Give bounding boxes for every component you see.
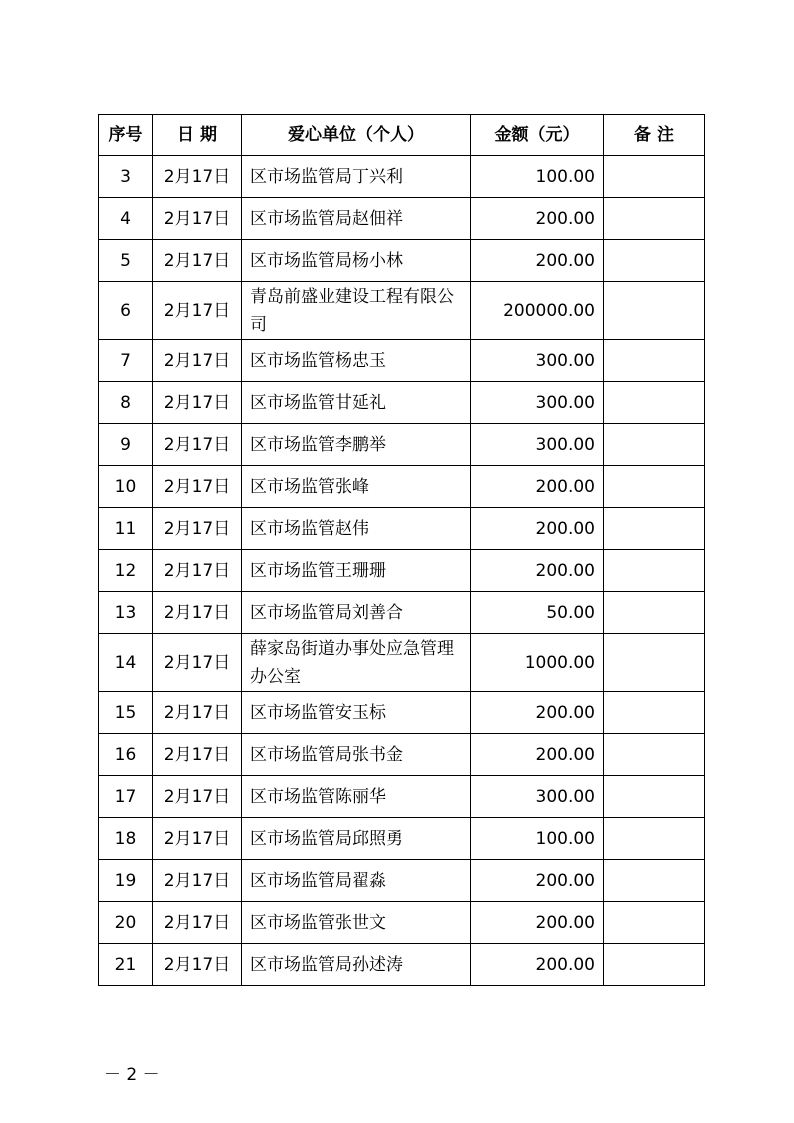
row-amount: 200000.00 [471, 282, 604, 340]
row-note [604, 382, 705, 424]
row-number: 4 [99, 198, 153, 240]
row-note [604, 550, 705, 592]
table-row [99, 734, 705, 776]
row-note [604, 508, 705, 550]
row-number: 13 [99, 592, 153, 634]
row-note [604, 198, 705, 240]
row-date: 2月17日 [153, 508, 242, 550]
row-date: 2月17日 [153, 634, 242, 692]
row-donor: 区市场监管杨忠玉 [242, 340, 471, 382]
row-amount: 300.00 [471, 424, 604, 466]
header-no: 序号 [99, 115, 153, 156]
row-number: 10 [99, 466, 153, 508]
row-number: 8 [99, 382, 153, 424]
row-amount: 200.00 [471, 466, 604, 508]
row-amount: 1000.00 [471, 634, 604, 692]
row-date: 2月17日 [153, 734, 242, 776]
table-body [99, 156, 705, 986]
row-date: 2月17日 [153, 382, 242, 424]
table-row [99, 634, 705, 692]
row-date: 2月17日 [153, 818, 242, 860]
row-date: 2月17日 [153, 466, 242, 508]
row-donor: 区市场监管张峰 [242, 466, 471, 508]
row-number: 16 [99, 734, 153, 776]
row-date: 2月17日 [153, 424, 242, 466]
table-row [99, 282, 705, 340]
row-note [604, 156, 705, 198]
row-note [604, 818, 705, 860]
table-row [99, 944, 705, 986]
row-note [604, 282, 705, 340]
row-donor: 薛家岛街道办事处应急管理办公室 [242, 634, 471, 692]
row-date: 2月17日 [153, 692, 242, 734]
row-amount: 200.00 [471, 508, 604, 550]
header-donor: 爱心单位（个人） [242, 115, 471, 156]
row-number: 7 [99, 340, 153, 382]
table-row [99, 776, 705, 818]
row-donor: 区市场监管张世文 [242, 902, 471, 944]
row-donor: 区市场监管陈丽华 [242, 776, 471, 818]
table-row [99, 156, 705, 198]
header-row [99, 115, 705, 156]
row-date: 2月17日 [153, 198, 242, 240]
row-donor: 区市场监管王珊珊 [242, 550, 471, 592]
table-row [99, 382, 705, 424]
row-note [604, 860, 705, 902]
row-number: 5 [99, 240, 153, 282]
row-note [604, 466, 705, 508]
row-amount: 200.00 [471, 860, 604, 902]
row-note [604, 634, 705, 692]
table-row [99, 508, 705, 550]
row-amount: 200.00 [471, 550, 604, 592]
row-number: 21 [99, 944, 153, 986]
table-row [99, 466, 705, 508]
row-donor: 区市场监管局赵佃祥 [242, 198, 471, 240]
row-number: 17 [99, 776, 153, 818]
row-donor: 区市场监管安玉标 [242, 692, 471, 734]
row-note [604, 944, 705, 986]
row-amount: 100.00 [471, 156, 604, 198]
row-donor: 区市场监管甘延礼 [242, 382, 471, 424]
row-donor: 区市场监管局丁兴利 [242, 156, 471, 198]
row-number: 11 [99, 508, 153, 550]
row-amount: 200.00 [471, 240, 604, 282]
row-donor: 区市场监管局张书金 [242, 734, 471, 776]
row-number: 19 [99, 860, 153, 902]
row-amount: 300.00 [471, 340, 604, 382]
row-amount: 50.00 [471, 592, 604, 634]
header-date: 日 期 [153, 115, 242, 156]
row-date: 2月17日 [153, 860, 242, 902]
table-row [99, 692, 705, 734]
row-amount: 100.00 [471, 818, 604, 860]
row-donor: 区市场监管局翟淼 [242, 860, 471, 902]
row-date: 2月17日 [153, 156, 242, 198]
table-row [99, 592, 705, 634]
table-row [99, 902, 705, 944]
row-donor: 区市场监管局刘善合 [242, 592, 471, 634]
row-note [604, 692, 705, 734]
table-row [99, 550, 705, 592]
row-date: 2月17日 [153, 776, 242, 818]
row-number: 20 [99, 902, 153, 944]
table-header [99, 115, 705, 156]
row-donor: 区市场监管局杨小林 [242, 240, 471, 282]
row-donor: 青岛前盛业建设工程有限公司 [242, 282, 471, 340]
row-date: 2月17日 [153, 902, 242, 944]
header-amount: 金额（元） [471, 115, 604, 156]
row-donor: 区市场监管局邱照勇 [242, 818, 471, 860]
row-number: 12 [99, 550, 153, 592]
table-row [99, 424, 705, 466]
row-date: 2月17日 [153, 550, 242, 592]
row-date: 2月17日 [153, 592, 242, 634]
table-row [99, 240, 705, 282]
table-row [99, 818, 705, 860]
row-note [604, 240, 705, 282]
row-number: 9 [99, 424, 153, 466]
donation-table [98, 114, 705, 986]
row-number: 3 [99, 156, 153, 198]
table-row [99, 340, 705, 382]
row-date: 2月17日 [153, 240, 242, 282]
row-number: 6 [99, 282, 153, 340]
row-amount: 200.00 [471, 692, 604, 734]
row-donor: 区市场监管局孙述涛 [242, 944, 471, 986]
header-note: 备 注 [604, 115, 705, 156]
row-amount: 200.00 [471, 734, 604, 776]
table-row [99, 198, 705, 240]
row-donor: 区市场监管李鹏举 [242, 424, 471, 466]
row-amount: 300.00 [471, 776, 604, 818]
row-amount: 300.00 [471, 382, 604, 424]
row-amount: 200.00 [471, 944, 604, 986]
row-note [604, 340, 705, 382]
row-note [604, 424, 705, 466]
row-number: 14 [99, 634, 153, 692]
row-amount: 200.00 [471, 198, 604, 240]
row-date: 2月17日 [153, 944, 242, 986]
row-date: 2月17日 [153, 340, 242, 382]
row-note [604, 734, 705, 776]
row-number: 18 [99, 818, 153, 860]
row-donor: 区市场监管赵伟 [242, 508, 471, 550]
row-date: 2月17日 [153, 282, 242, 340]
row-note [604, 592, 705, 634]
row-note [604, 902, 705, 944]
page-number: － 2 － [104, 1065, 160, 1085]
row-amount: 200.00 [471, 902, 604, 944]
row-note [604, 776, 705, 818]
row-number: 15 [99, 692, 153, 734]
table-row [99, 860, 705, 902]
